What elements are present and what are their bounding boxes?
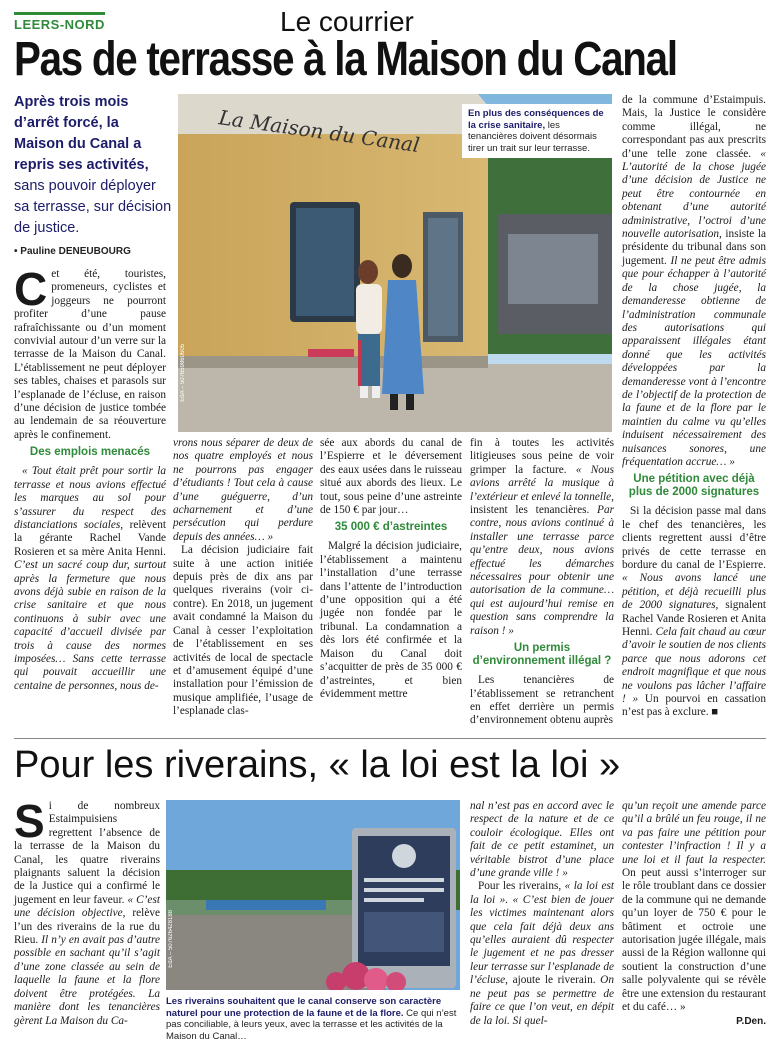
paragraph-text: Si la décision passe mal dans le chef des tenancières, les clients regrettent aussi d’être privés de cette terrasse en bordure du canal de l’Espierre. xyxy=(622,505,766,571)
quote-text: « C’est bien de jouer les victimes maintenant alors que cela fait déjà deux ans qu’elles auraient dû respecter le jugement et ne pas dresser leur terrasse sur l’esplanade de l’écluse, xyxy=(470,893,614,987)
article-column-4 xyxy=(470,437,614,728)
photo-caption-rest: Ce qui n’est pas conciliable, à leurs yeux, avec la terrasse et les activités de la Maison du Canal… xyxy=(166,1007,457,1042)
photo-canal-signboard-illustration xyxy=(166,800,460,990)
quote-text: Cela fait chaud au cœur d’avoir le soutien de nos clients parce que nous adorons cet endroit magnifique et que nous ne voulons pas lâcher l’affaire ! » xyxy=(622,626,767,706)
paragraph xyxy=(622,505,766,720)
paragraph xyxy=(470,674,614,728)
quote-text: Il n’y en avait pas d’autre possible en sachant qu’il s’agit d’une zone classée au sein de laquelle la faune et la flore doivent être protégées. La manière dont les tenancières gèrent La Maison du Ca- xyxy=(14,934,160,1027)
riverains-column-2 xyxy=(470,800,614,1028)
paragraph xyxy=(622,94,766,469)
photo-caption-rest: les tenancières doivent désormais tirer un trait sur leur terrasse. xyxy=(468,119,597,154)
photo-caption xyxy=(166,996,462,1042)
subhead-petition: Une pétition avec déjà plus de 2000 signatures xyxy=(628,473,760,499)
author-signature: P.Den. xyxy=(736,1015,766,1027)
paragraph-text: i de nombreux Estaimpuisiens regrettent l’absence de la terrasse de la Maison du Canal, les quatre riverains plaignants saluent la décision de la Justice qui a confirmé le jugement en leur faveur. xyxy=(14,800,160,906)
paragraph-text: signalent Rachel Vande Rosieren et Anita Henni. xyxy=(622,599,766,639)
paragraph xyxy=(470,880,614,1027)
paragraph-text: fin à toutes les activités litigieuses sous peine de voir grimper la facture. xyxy=(470,437,614,476)
secondary-headline: Pour les riverains, « la loi est la loi » xyxy=(14,744,621,786)
quote-text: « Tout était prêt pour sortir la terrasse et nous avions effectué les marques au sol pour s’assurer du respect des distanciations sociales, xyxy=(14,465,166,531)
quote-text: vrons nous séparer de deux de nos quatre employés et nous ne pourrons pas engager d’étudiants ! Tout cela à cause d’une guéguerre, d’un acharnement et d’une persécution qui perdure depuis des années… » xyxy=(173,437,313,543)
paragraph-text: sée aux abords du canal de l’Espierre et le déversement des eaux usées dans le ruisseau situé aux abords des lieux. Le tout, sous peine d’une astreinte de 150 € par jour… xyxy=(320,437,462,517)
lede xyxy=(14,92,172,239)
lede-rest: sans pouvoir déployer sa terrasse, sur décision de justice. xyxy=(14,178,172,236)
paragraph-text: Malgré la décision judiciaire, l’établissement a maintenu l’installation d’une terrasse dans l’attente de l’introduction d’une opposition qui a été jugée non fondée par le tribunal. La condamnation a dès lors été confirmée et la Maison du Canal doit s’acquitter de près de 35 000 € d’astreintes, et bien évidemment mettre xyxy=(320,540,462,700)
article-column-5 xyxy=(622,94,766,720)
quote-text: nal n’est pas en accord avec le respect de la nature et de ce couloir écologique. Elles ont fait de ce petit estaminet, un véritable bistrot d’une place d’une grande ville ! » xyxy=(470,800,614,880)
article-column-3 xyxy=(320,437,462,701)
building-sign-text: La Maison du Canal xyxy=(217,105,422,158)
paragraph-text: insistent les tenancières. xyxy=(470,504,590,517)
subhead-astreintes: 35 000 € d’astreintes xyxy=(334,521,448,534)
photo-canal-signboard xyxy=(166,800,460,990)
paragraph-text: et été, touristes, promeneurs, cyclistes et joggeurs ne pourront profiter d’une pause rafraîchissante ou d’un moment convivial autour d’un verre sur la terrasse de la Maison du Canal. L’établissement ne peut déployer ses tables, chaises et parasols sur l’esplanade de l’écluse, en raison d’une décision de justice tombée au lendemain de sa réouverture après le confinement. xyxy=(14,268,166,441)
paragraph-text: relève l’un des riverains de la rue du Rieu. xyxy=(14,907,160,947)
photo-credit: EdA – 507659860605 xyxy=(180,344,186,402)
quote-text: Par contre, nous avions continué à installer une terrasse parce qu’entre deux, nous avions effectué les démarches nécessaires pour obtenir une autorisation de la commune… qui est aujourd’hui remise en question sans comprendre la raison ! » xyxy=(470,504,614,637)
paragraph-text: Les tenancières de l’établissement se retranchent en effet derrière un permis d’environnement obtenu auprès xyxy=(470,674,614,727)
riverains-column-3 xyxy=(622,800,766,1028)
paragraph xyxy=(622,800,766,1015)
quote-text: On ne peut pas se permettre de faire ce que l’on veut, en dépit de la loi. Si quel- xyxy=(470,974,614,1027)
quote-text: Il ne peut être admis que pour échapper à l’autorité de la chose jugée, la demanderesse obtienne de l’administration communale des autorisations qui apparaissent illégales étant donné que les activités développées par la demanderesse vont à l’encontre de l’objectif de la protection de la faune et de la flore par le maintien du calme vu qu’elles induisent nécessairement des nuisances sonores, une fréquentation accrue… » xyxy=(622,254,766,468)
paragraph-text: insiste la présidente du tribunal dans son jugement. xyxy=(622,228,766,267)
quote-text: « Nous avions arrêté la musique à l’extérieur et enlevé la tonnelle, xyxy=(470,463,614,503)
paragraph xyxy=(14,795,160,1028)
article-column-2 xyxy=(173,437,313,719)
photo-caption-bold: En plus des conséquences de la crise sanitaire, xyxy=(468,108,604,131)
paragraph xyxy=(470,800,614,880)
paragraph-text: Un pourvoi en cassation n’est pas à exclure. ■ xyxy=(622,693,766,719)
paragraph-text: Pour les riverains, xyxy=(478,880,562,893)
paragraph xyxy=(173,544,313,718)
quote-text: C’est un sacré coup dur, surtout après la fermeture que nous avons déjà subie en raison de la crise sanitaire et que nous continuons à subir avec une capacité d’accueil divisée par trois à cause des normes imposées… Sans cette terrasse qui pouvait accueillir une centaine de personnes, nous de- xyxy=(14,559,166,692)
photo-maison-du-canal xyxy=(178,94,612,432)
quote-text: qu’un reçoit une amende parce qu’il a brûlé un feu rouge, il ne va pas faire une pétition pour contester l’infraction ! Il y a une loi et il faut la respecter. xyxy=(622,800,766,866)
photo-credit: EdA – 507626428188 xyxy=(168,910,174,968)
paragraph xyxy=(14,263,166,442)
quote-text: « Nous avons lancé une pétition, et déjà recueilli plus de 2000 signatures, xyxy=(622,572,766,612)
subhead-permis: Un permis d’environnement illégal ? xyxy=(472,642,612,668)
byline: • Pauline DENEUBOURG xyxy=(14,246,131,257)
paragraph xyxy=(470,437,614,638)
photo-caption-bold: Les riverains souhaitent que le canal conserve son caractère naturel pour une protection de la faune et de la flore. xyxy=(166,996,442,1019)
drop-cap: S xyxy=(14,795,45,847)
main-headline: Pas de terrasse à la Maison du Canal xyxy=(14,33,677,86)
paragraph-text: de la commune d’Estaimpuis. Mais, la Justice le considère comme illégal, ne correspondant pas aux prescrits d’une telle zone classée. xyxy=(622,94,766,160)
paragraph-text: On peut aussi s’interroger sur le rôle troublant dans ce dossier de la commune qui ne demande qu’un loyer de 750 € pour le bâtiment et octroie une autorisation jugée illégale, mais aussi de la Région wallonne qui soutient la construction d’une salle polyvalente qui se révèle être une extension du restaurant et du café… » xyxy=(622,867,767,1014)
article-divider xyxy=(14,738,766,739)
section-tag: LEERS-NORD xyxy=(14,12,105,32)
quote-text: « la loi est la loi ». xyxy=(470,880,614,906)
paragraph-text: La décision judiciaire fait suite à une action initiée depuis près de dix ans par quelques riverains (voir ci-contre). En 2018, un jugement avait condamné la Maison du Canal à cesser l’exploitation de l’établissement en ses activités de local de spectacle et d’amusement équipé d’une installation pour l’émission de musique amplifiée, l’usage de l’esplanade clas- xyxy=(173,544,313,718)
quote-text: « C’est une décision objective, xyxy=(14,893,160,920)
drop-cap: C xyxy=(14,263,48,315)
paragraph xyxy=(14,465,166,693)
lede-bold: Après trois mois d’arrêt forcé, la Maison du Canal a repris ses activités, xyxy=(14,94,149,173)
paragraph xyxy=(173,437,313,544)
quote-text: « L’autorité de la chose jugée d’une décision de Justice ne peut être contournée en obtenant d’une autorité administrative, l’octroi d’une nouvelle autorisation, xyxy=(622,147,766,241)
newspaper-name: Le courrier xyxy=(280,6,414,37)
paragraph-text: relèvent la gérante Rachel Vande Rosieren et sa mère Anita Henni. xyxy=(14,518,167,558)
article-column-1 xyxy=(14,263,167,693)
subhead-emplois: Des emplois menacés xyxy=(29,446,151,459)
paragraph xyxy=(320,540,462,701)
riverains-column-1 xyxy=(14,795,160,1028)
paragraph xyxy=(320,437,462,517)
photo-caption xyxy=(462,104,612,158)
paragraph-text: ajoute le riverain. xyxy=(507,974,596,987)
